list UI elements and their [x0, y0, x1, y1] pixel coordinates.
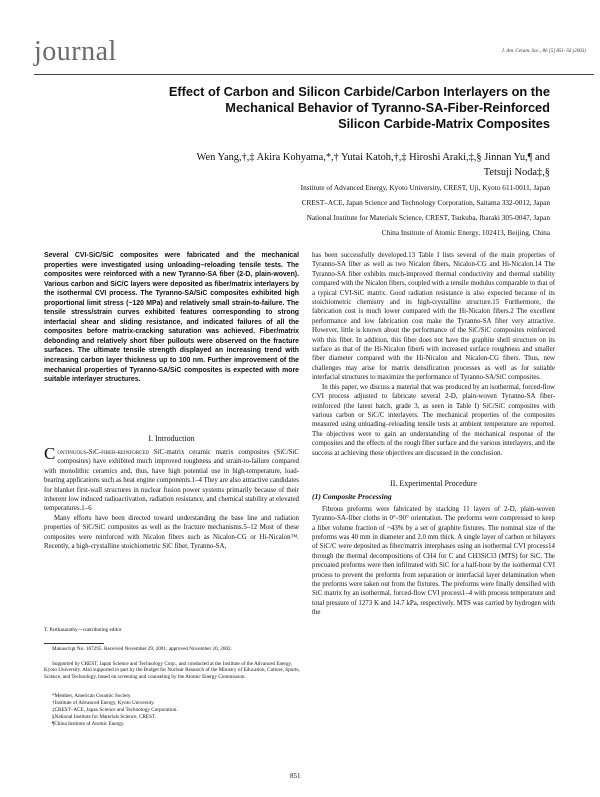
body-paragraph: Fibrous preforms were fabricated by stacking 11 layers of 2-D, plain-woven Tyranno-SA-fiber cloths in 0°–90° orientation. The preforms were compressed to keep a fiber volume fraction of ~43% by a set of graphite fixtures. The nominal size of the preforms was 40 mm in diameter and 2.0 mm thick. A single layer of carbon or bilayers of SiC/C were deposited as fiber/matrix interphases using an isothermal CVI process14 through the thermal decompositions of CH4 for C and CH3SiCl3 (MTS) for SiC. The precoated preforms were then infiltrated with SiC for a half-hour by the isothermal CVI process to prevent the preforms from separation or interfacial layer delamination when the preforms were taken out from the fixtures. The preforms were finally densified with SiC matrix by an isothermal, forced-flow CVI process1–4 with process temperature and total pressure of 1273 K and 14.7 kPa, respectively. MTS was carried by hydrogen with the — [312, 505, 555, 617]
authors-line: Tetsuji Noda‡,§ — [483, 167, 550, 178]
paper-title — [120, 84, 550, 132]
title-line: Silicon Carbide-Matrix Composites — [338, 116, 550, 131]
intro-text: SiC-matrix ceramic matrix composites (SiC/SiC composites) have exhibited much improved toughness and strain-to-failure compared with monolithic ceramics and, thus, have high potential use in high-temperature, load-bearing applications such as heat engine components.1–4 They are also attractive candidates for blanket first-wall structures in nuclear fusion power systems primarily because of their inherent low induced radioactivation, radiation resistance, and chemical stability at elevated temperatures.1–6 — [44, 449, 299, 513]
footnote-member: *Member, American Ceramic Society. — [52, 693, 132, 699]
right-column — [312, 251, 555, 618]
footnote-affiliation: ¶China Institute of Atomic Energy. — [52, 721, 125, 727]
affiliation: CREST–ACE, Japan Science and Technology Corporation, Saitama 332-0012, Japan — [301, 198, 550, 207]
intro-paragraph: Many efforts have been directed toward understanding the base line and radiation properties of SiC/SiC composites as well as the fracture mechanisms.5–12 Most of these composites were reinforced with Nicalon fibers such as Nicalon-CG or Hi-Nicalon™. Recently, a high-crystalline stoichiometric SiC fiber, Tyranno-SA, — [44, 514, 299, 551]
author-list — [150, 150, 550, 180]
affiliation: China Institute of Atomic Energy, 102413, Beijing, China — [381, 228, 550, 237]
section-heading-experimental: II. Experimental Procedure — [390, 478, 477, 488]
body-paragraph: In this paper, we discuss a material that was produced by an isothermal, forced-flow CVI process adjusted to fabricate several 2-D, plain-woven Tyranno-SA fiber-reinforced (the latest batch, grade 3, as seen in Table I) SiC/SiC composites with various carbon or SiC/C interlayers. The mechanical properties of the composites measured using unloading–reloading tensile tests at ambient temperature are reported. The objectives were to gain an understanding of the mechanical response of the composites and the effects of the rough fiber surface and the various interlayers, and the success at achieving these objectives are discussed in the conclusion. — [312, 383, 555, 457]
body-paragraph: has been successfully developed.13 Table I lists several of the main properties of Tyranno-SA fiber as well as two Nicalon fibers, Nicalon-CG and Hi-Nicalon.14 The Tyranno-SA fiber exhibits much-improved thermal conductivity and thermal stability compared with the Nicalon fibers, coupled with a tensile modulus comparable to that of a typical CVI-SiC matrix. Good radiation resistance is also expected because of its stoichiometric chemistry and its high-crystalline structure.15 Furthermore, the fabrication cost is much lower compared with the Hi-Nicalon fibers.2 The excellent performance and low fabrication cost make the Tyranno-SA fiber very attractive. However, little is known about the performance of the SiC/SiC composites reinforced with this fiber. In addition, this fiber does not have the graphite shell structure on its surface as that of the Hi-Nicalon fiber6 with increased surface roughness and smaller fiber diameter compared with the Hi-Nicalon and Nicalon-CG fibers. Thus, new challenges may arise for matrix densification processes as well as for suitable interfacial structures to maximize the performance of Tyranno-SA/SiC composites. — [312, 252, 555, 382]
subsection-heading: (1) Composite Processing — [312, 492, 392, 502]
manuscript-note: Manuscript No. 187295. Received November 29, 2001; approved November 20, 2002. — [52, 646, 232, 652]
title-line: Effect of Carbon and Silicon Carbide/Carbon Interlayers on the — [168, 84, 550, 99]
intro-paragraph — [44, 444, 299, 514]
authors-line: Wen Yang,†,‡ Akira Kohyama,*,† Yutai Katoh,†,‡ Hiroshi Araki,‡,§ Jinnan Yu,¶ and — [196, 152, 550, 163]
drop-cap: C — [44, 444, 56, 463]
affiliation: Institute of Advanced Energy, Kyoto University, CREST, Uji, Kyoto 611-0011, Japan — [300, 183, 550, 192]
footnote-rule — [44, 643, 104, 644]
footnote-affiliation: ‡CREST–ACE, Japan Science and Technology Corporation. — [52, 707, 178, 713]
support-note: Supported by CREST, Japan Science and Technology Corp., and conducted at the Institute of the Advanced Energy, Kyoto University. Also supported in part by the Budget for Nuclear Research of the Ministry of Education, Culture, Sports, Science, and Technology, based on screening and counseling by the Atomic Energy Commission. — [44, 661, 300, 680]
footnote-affiliation: †Institute of Advanced Energy, Kyoto University. — [52, 700, 155, 706]
page-number: 851 — [290, 772, 301, 780]
abstract: Several CVI-SiC/SiC composites were fabricated and the mechanical properties were investigated using unloading–reloading tensile tests. The composites were reinforced with a new Tyranno-SA fiber (2-D, plain-woven). Various carbon and SiC/C layers were deposited as fiber/matrix interlayers by the isothermal CVI process. The Tyranno-SA/SiC composites exhibited high proportional limit stress (~120 MPa) and relatively small strain-to-failure. The tensile stress/strain curves exhibited features corresponding to strong interfacial shear and sliding resistance, and indicated failures of all the composites before matrix-cracking saturation was achieved. Fiber/matrix debonding and relatively short fiber pullouts were observed on the fracture surfaces. The ultimate tensile strength displayed an increasing trend with increasing carbon layer thickness up to 100 nm. Further improvement of the mechanical properties of Tyranno-SA/SiC composites is expected with more suitable interlayer structures. — [44, 252, 299, 384]
footnote-affiliation: §National Institute for Materials Science, CREST. — [52, 714, 157, 720]
journal-logo: journal — [34, 36, 117, 67]
affiliation: National Institute for Materials Science, CREST, Tsukuba, Ibaraki 305-0047, Japan — [306, 213, 550, 222]
section-heading-introduction: I. Introduction — [148, 434, 195, 443]
editor-note: T. Parthasarathy—contributing editor — [44, 627, 122, 633]
journal-citation: J. Am. Ceram. Soc., 86 [5] 851–56 (2003) — [501, 49, 586, 54]
introduction-body — [44, 444, 299, 551]
header-rule — [34, 74, 594, 75]
title-line: Mechanical Behavior of Tyranno-SA-Fiber-Reinforced — [225, 100, 550, 115]
intro-lead: ontinuous-SiC-fiber-reinforced — [57, 449, 150, 456]
